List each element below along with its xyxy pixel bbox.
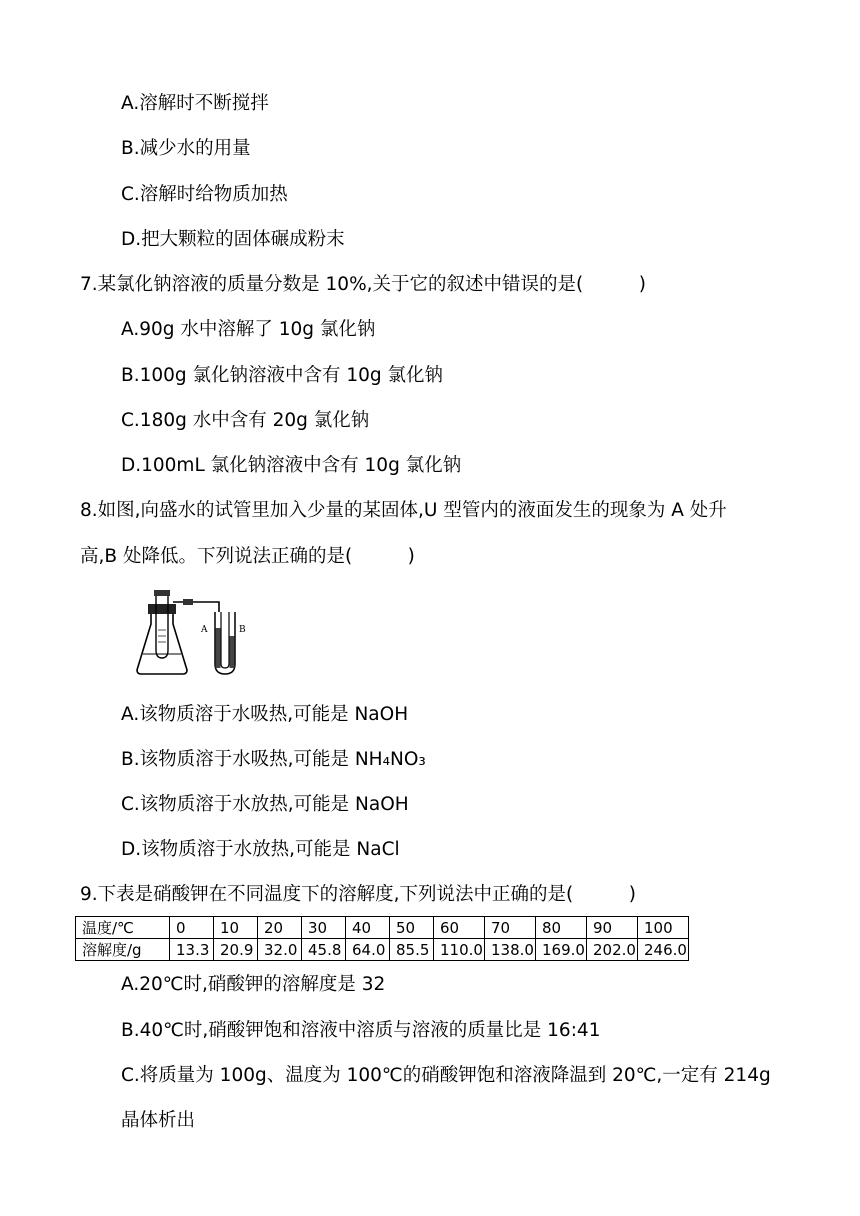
temperature-cell: 10 [214,917,258,939]
solubility-header: 溶解度/g [76,939,170,961]
label-a: A [201,625,208,635]
solubility-cell: 138.0 [485,939,536,961]
solubility-cell: 20.9 [214,939,258,961]
q6-option-a: A.溶解时不断搅拌 [121,93,269,114]
q7-option-a: A.90g 水中溶解了 10g 氯化钠 [121,319,376,340]
q7-option-d: D.100mL 氯化钠溶液中含有 10g 氯化钠 [121,455,462,476]
q9-option-a: A.20℃时,硝酸钾的溶解度是 32 [121,974,386,995]
solubility-cell: 13.3 [170,939,214,961]
q9-option-c-continued: 晶体析出 [121,1110,196,1131]
temperature-cell: 70 [485,917,536,939]
q8-stem-line1: 8.如图,向盛水的试管里加入少量的某固体,U 型管内的液面发生的现象为 A 处升 [80,500,727,521]
temperature-cell: 100 [638,917,689,939]
solubility-table [75,916,689,961]
q8-stem-line2: 高,B 处降低。下列说法正确的是( ) [80,546,415,567]
temperature-cell: 60 [434,917,485,939]
q8-option-a: A.该物质溶于水吸热,可能是 NaOH [121,704,409,725]
q7-option-b: B.100g 氯化钠溶液中含有 10g 氯化钠 [121,365,444,386]
q8-option-d: D.该物质溶于水放热,可能是 NaCl [121,839,400,860]
temperature-cell: 50 [390,917,434,939]
q7-option-c: C.180g 水中含有 20g 氯化钠 [121,410,370,431]
temperature-cell: 90 [587,917,638,939]
temperature-cell: 0 [170,917,214,939]
u-tube-apparatus-drawing [133,580,263,680]
temperature-cell: 80 [536,917,587,939]
temperature-cell: 30 [302,917,346,939]
temperature-cell: 20 [258,917,302,939]
solubility-cell: 64.0 [346,939,390,961]
solubility-cell: 110.0 [434,939,485,961]
solubility-cell: 32.0 [258,939,302,961]
table-row-solubility [76,939,689,961]
label-b: B [239,625,246,635]
solubility-cell: 45.8 [302,939,346,961]
q6-option-d: D.把大颗粒的固体碾成粉末 [121,229,345,250]
solubility-cell: 246.0 [638,939,689,961]
q9-stem: 9.下表是硝酸钾在不同温度下的溶解度,下列说法中正确的是( ) [80,884,636,905]
temperature-header: 温度/℃ [76,917,170,939]
q8-option-c: C.该物质溶于水放热,可能是 NaOH [121,794,409,815]
q9-option-b: B.40℃时,硝酸钾饱和溶液中溶质与溶液的质量比是 16:41 [121,1020,601,1041]
temperature-cell: 40 [346,917,390,939]
solubility-cell: 85.5 [390,939,434,961]
q6-option-b: B.减少水的用量 [121,138,251,159]
solubility-cell: 202.0 [587,939,638,961]
q9-option-c: C.将质量为 100g、温度为 100℃的硝酸钾饱和溶液降温到 20℃,一定有 214g [121,1065,771,1086]
q8-option-b: B.该物质溶于水吸热,可能是 NH₄NO₃ [121,749,426,770]
table-row-temperature [76,917,689,939]
u-tube-apparatus-figure [133,580,263,684]
solubility-cell: 169.0 [536,939,587,961]
q6-option-c: C.溶解时给物质加热 [121,184,288,205]
q7-stem: 7.某氯化钠溶液的质量分数是 10%,关于它的叙述中错误的是( ) [80,274,646,295]
